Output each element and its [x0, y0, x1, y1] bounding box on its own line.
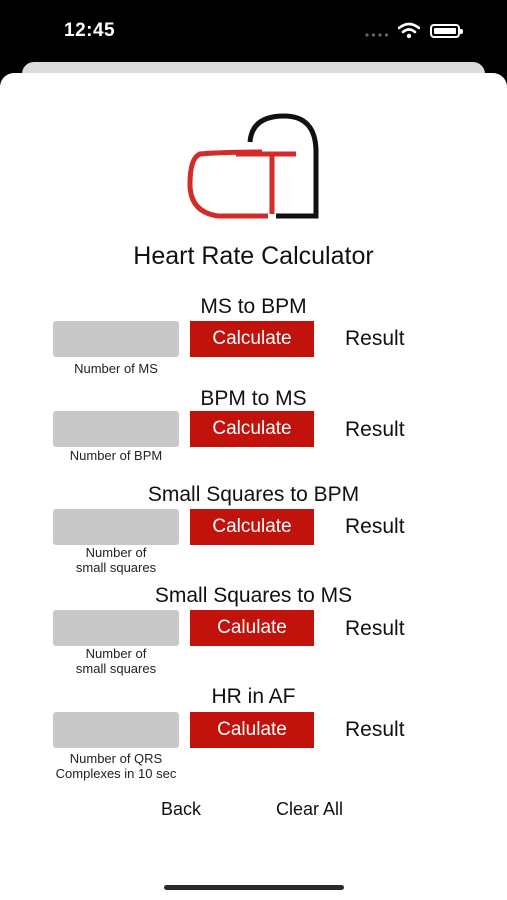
status-bar [0, 0, 507, 62]
result-label: Result [345, 617, 405, 640]
ms-input[interactable] [53, 321, 179, 357]
section-title: BPM to MS [200, 387, 307, 410]
caption-line: small squares [75, 661, 157, 676]
battery-icon [430, 24, 460, 38]
result-label: Result [345, 418, 405, 441]
input-caption [36, 545, 196, 575]
result-label: Result [345, 718, 405, 741]
section-title: MS to BPM [200, 295, 307, 318]
input-caption [36, 751, 196, 781]
input-caption [36, 448, 196, 463]
clear-all-button[interactable]: Clear All [276, 799, 344, 819]
status-time: 12:45 [64, 20, 116, 41]
section-title: HR in AF [211, 685, 296, 708]
result-label: Result [345, 327, 405, 350]
caption-line: Number of BPM [69, 448, 163, 463]
app-title: Heart Rate Calculator [133, 242, 374, 270]
caption-line: Number of MS [74, 361, 158, 376]
input-caption [36, 361, 196, 376]
caption-line: Number of [85, 646, 147, 661]
section-title: Small Squares to BPM [147, 483, 360, 506]
result-label: Result [345, 515, 405, 538]
bpm-input[interactable] [53, 411, 179, 447]
calculate-button[interactable]: Calculate [190, 509, 314, 545]
section-title: Small Squares to MS [154, 584, 353, 607]
back-button[interactable]: Back [161, 799, 202, 819]
calculate-button[interactable]: Calulate [190, 712, 314, 748]
signal-dots-icon [365, 33, 389, 37]
caption-line: small squares [75, 560, 157, 575]
small-squares-ms-input[interactable] [53, 610, 179, 646]
caption-line: Number of QRS [69, 751, 163, 766]
caption-line: Number of [85, 545, 147, 560]
calculate-button[interactable]: Calulate [190, 610, 314, 646]
wifi-icon [398, 22, 420, 39]
calculate-button[interactable]: Calculate [190, 321, 314, 357]
caption-line: Complexes in 10 sec [55, 766, 177, 781]
home-indicator[interactable] [164, 885, 344, 890]
calculate-button[interactable]: Calculate [190, 411, 314, 447]
input-caption [36, 646, 196, 676]
ct-heart-logo [186, 112, 322, 220]
qrs-complexes-input[interactable] [53, 712, 179, 748]
small-squares-bpm-input[interactable] [53, 509, 179, 545]
